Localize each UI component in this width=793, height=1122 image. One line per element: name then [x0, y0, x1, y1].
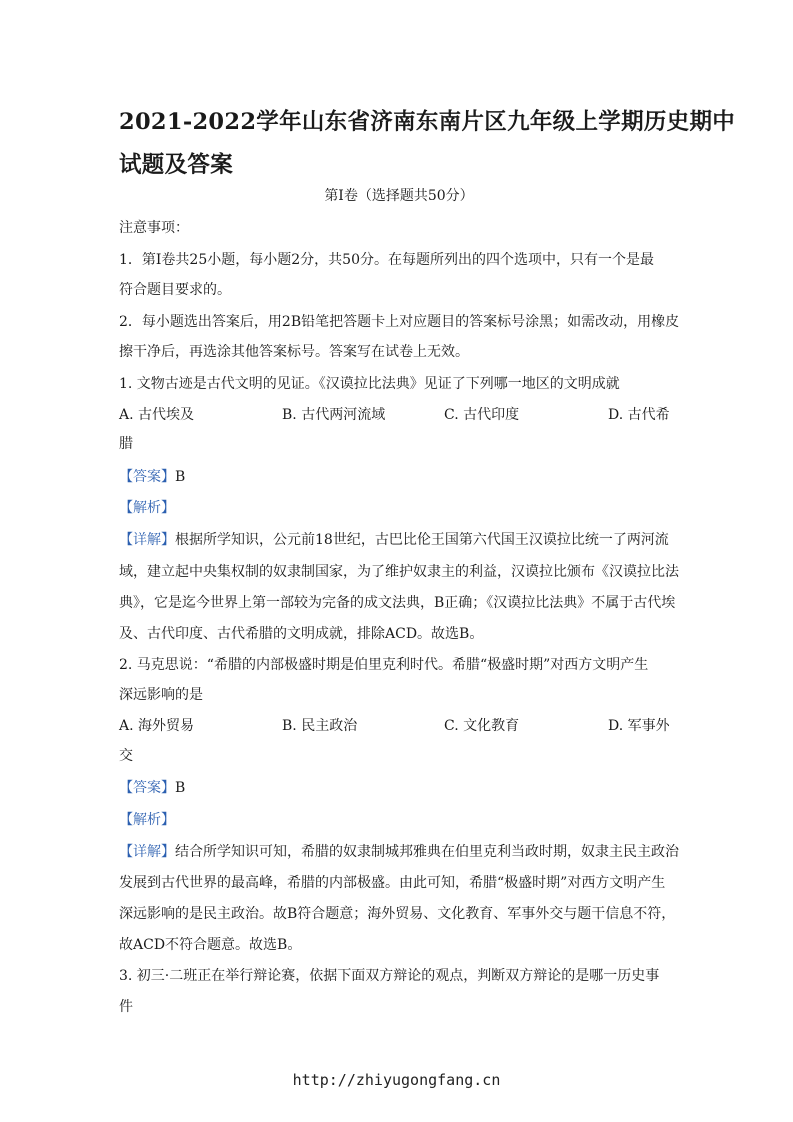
question-2-option-a: A. 海外贸易: [119, 718, 195, 734]
question-2-analysis-tag: 【解析】: [119, 812, 175, 828]
question-2-option-d: D. 军事外: [608, 718, 670, 734]
detail-text: 根据所学知识，公元前18世纪，古巴比伦王国第六代国王汉谟拉比统一了两河流: [175, 532, 669, 548]
answer-value: B: [175, 469, 186, 485]
notice-heading: 注意事项：: [119, 220, 189, 236]
question-1-detail-2: 域，建立起中央集权制的奴隶制国家，为了维护奴隶主的利益，汉谟拉比颁布《汉谟拉比法: [119, 564, 679, 580]
answer-tag: 【答案】: [119, 780, 175, 796]
question-1-detail-1: [119, 530, 679, 550]
document-title-line1: 2021-2022学年山东省济南东南片区九年级上学期历史期中: [119, 109, 736, 135]
question-1-detail-3: 典》，它是迄今世界上第一部较为完备的成文法典，B正确；《汉谟拉比法典》不属于古代埃: [119, 595, 676, 611]
detail-tag: 【详解】: [119, 844, 175, 860]
question-2-detail-3: 深远影响的是民主政治。故B符合题意；海外贸易、文化教育、军事外交与题干信息不符，: [119, 906, 676, 922]
notice-item-2: 2．每小题选出答案后，用2B铅笔把答题卡上对应题目的答案标号涂黑；如需改动，用橡皮: [119, 314, 680, 330]
question-2-option-d-cont: 交: [119, 748, 133, 764]
question-2-answer: [119, 778, 679, 798]
document-title-line2: 试题及答案: [119, 152, 234, 178]
question-2-detail-1: [119, 842, 679, 862]
notice-item-1-cont: 符合题目要求的。: [119, 282, 231, 298]
question-2-option-c: C. 文化教育: [444, 718, 520, 734]
question-1-detail-4: 及、古代印度、古代希腊的文明成就，排除ACD。故选B。: [119, 626, 484, 642]
question-2-stem-cont: 深远影响的是: [119, 687, 203, 703]
notice-item-2-cont: 擦干净后，再选涂其他答案标号。答案写在试卷上无效。: [119, 344, 469, 360]
question-2-detail-2: 发展到古代世界的最高峰，希腊的内部极盛。由此可知，希腊“极盛时期”对西方文明产生: [119, 875, 666, 891]
question-1-answer: [119, 467, 679, 487]
question-1-analysis-tag: 【解析】: [119, 500, 175, 516]
question-1-option-b: B. 古代两河流域: [282, 407, 386, 423]
question-3-stem-cont: 件: [119, 999, 133, 1015]
question-1-stem: 1. 文物古迹是古代文明的见证。《汉谟拉比法典》见证了下列哪一地区的文明成就: [119, 376, 620, 392]
question-1-option-c: C. 古代印度: [444, 407, 520, 423]
question-2-detail-4: 故ACD不符合题意。故选B。: [119, 937, 302, 953]
question-3-stem: 3. 初三·二班正在举行辩论赛，依据下面双方辩论的观点，判断双方辩论的是哪一历史事: [119, 968, 660, 984]
notice-item-1: 1．第Ⅰ卷共25小题，每小题2分，共50分。在每题所列出的四个选项中，只有一个是最: [119, 252, 654, 268]
section-heading: 第Ⅰ卷（选择题共50分）: [324, 188, 474, 204]
question-2-option-b: B. 民主政治: [282, 718, 358, 734]
question-1-option-d: D. 古代希: [608, 407, 670, 423]
answer-value: B: [175, 780, 186, 796]
question-2-stem: 2. 马克思说：“希腊的内部极盛时期是伯里克利时代。希腊“极盛时期”对西方文明产生: [119, 657, 649, 673]
detail-text: 结合所学知识可知，希腊的奴隶制城邦雅典在伯里克利当政时期，奴隶主民主政治: [175, 844, 679, 860]
question-1-option-a: A. 古代埃及: [119, 407, 195, 423]
answer-tag: 【答案】: [119, 469, 175, 485]
footer-url[interactable]: http://zhiyugongfang.cn: [292, 1071, 501, 1089]
question-1-option-d-cont: 腊: [119, 436, 133, 452]
detail-tag: 【详解】: [119, 532, 175, 548]
